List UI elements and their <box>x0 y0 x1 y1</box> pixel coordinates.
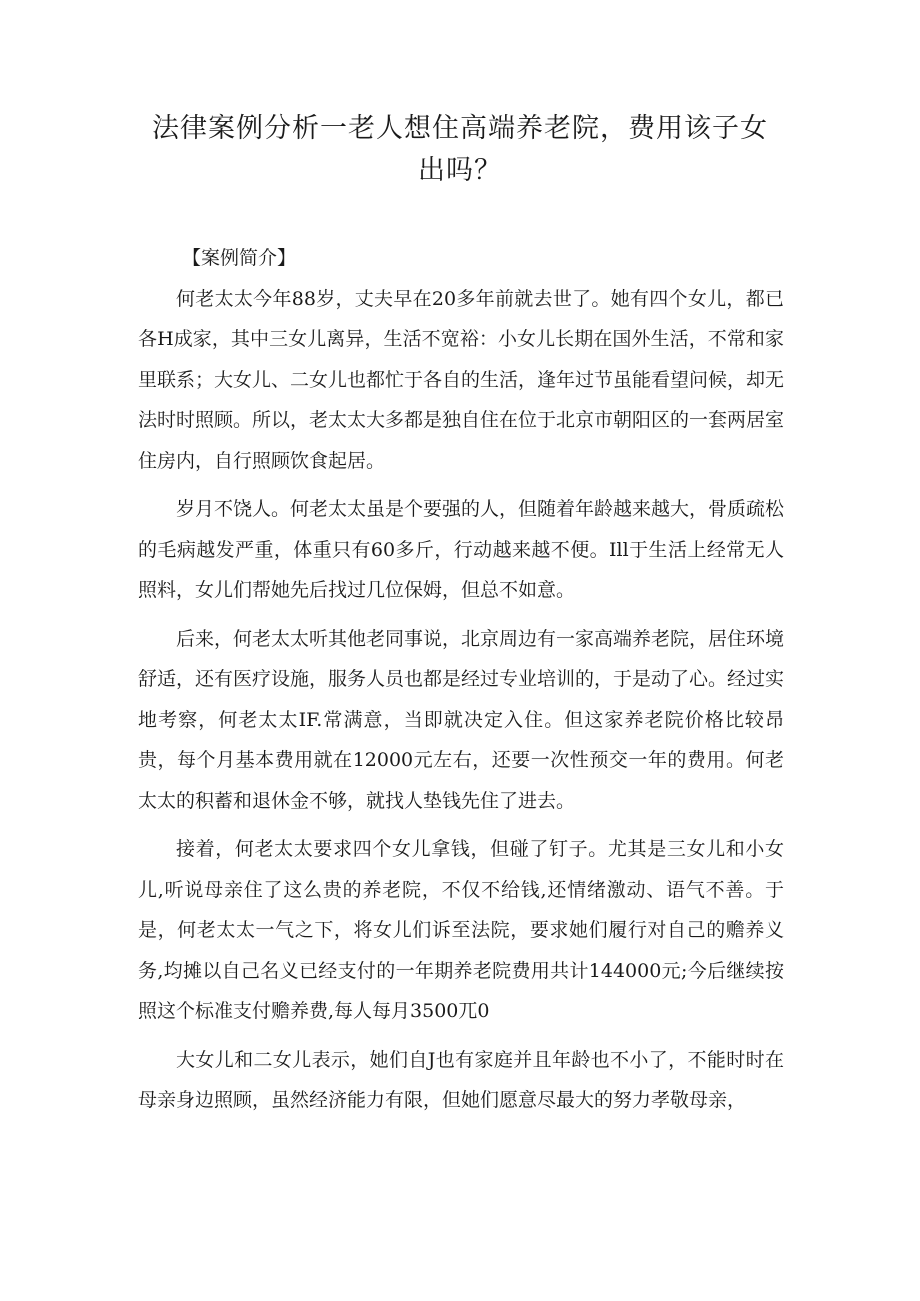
document-body <box>138 238 784 1129</box>
paragraph-1: 何老太太今年88岁，丈夫早在20多年前就去世了。她有四个女儿，都已各H成家，其中三女儿离异，生活不宽裕：小女儿长期在国外生活，不常和家里联系；大女儿、二女儿也都忙于各自的生活，逢年过节虽能看望问候，却无法时时照顾。所以，老太太大多都是独自住在位于北京市朝阳区的一套两居室住房内，自行照顾饮食起居。 <box>138 287 785 472</box>
paragraph-5: 大女儿和二女儿表示，她们自J也有家庭并且年龄也不小了，不能时时在母亲身边照顾，虽然经济能力有限，但她们愿意尽最大的努力孝敬母亲， <box>138 1048 784 1111</box>
section-heading: 【案例简介】 <box>182 247 297 269</box>
paragraph-4: 接着，何老太太要求四个女儿拿钱，但碰了钉子。尤其是三女儿和小女儿,听说母亲住了这么贵的养老院，不仅不给钱,还情绪激动、语气不善。于是，何老太太一气之下，将女儿们诉至法院，要求她们履行对自己的赡养义务,均摊以自己名义已经支付的一年期养老院费用共计144000元;今后继续按照这个标准支付赡养费,每人每月3500兀0 <box>138 838 784 1022</box>
document-title: 法律案例分析一老人想住高端养老院，费用该子女出吗？ <box>152 113 768 186</box>
paragraph-3: 后来，何老太太听其他老同事说，北京周边有一家高端养老院，居住环境舒适，还有医疗设施，服务人员也都是经过专业培训的，于是动了心。经过实地考察，何老太太IF.常满意，当即就决定入住。但这家养老院价格比较昂贵，每个月基本费用就在12000元左右，还要一次性预交一年的费用。何老太太的积蓄和退休金不够，就找人垫钱先住了进去。 <box>138 627 785 812</box>
paragraph-2: 岁月不饶人。何老太太虽是个要强的人，但随着年龄越来越大，骨质疏松的毛病越发严重，体重只有60多斤，行动越来越不便。Ill于生活上经常无人照料，女儿们帮她先后找过几位保姆，但总不如意。 <box>138 498 785 601</box>
